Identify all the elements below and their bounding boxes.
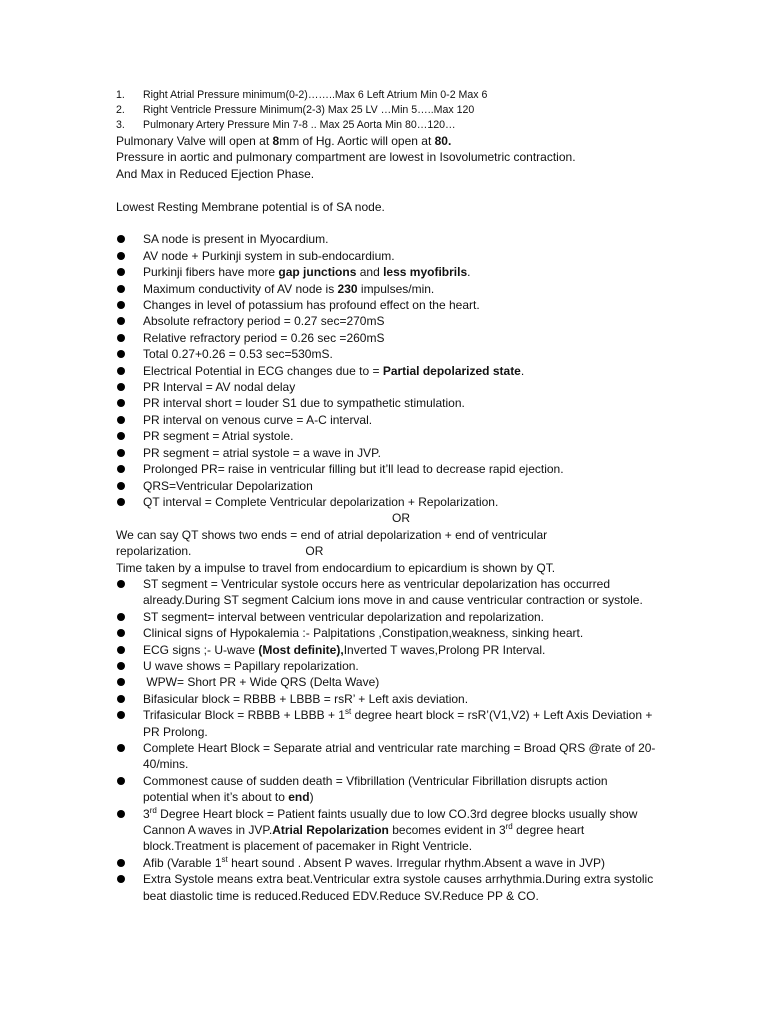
text-run: becomes evident in 3	[388, 823, 506, 838]
list-item	[116, 773, 656, 806]
list-item	[116, 363, 656, 379]
list-item	[116, 379, 656, 395]
list-item	[116, 478, 656, 494]
text-run: PR segment = atrial systole = a wave in JVP.	[143, 445, 381, 460]
bold-run: 8	[272, 134, 280, 148]
text-run: ECG signs ;- U-wave	[143, 642, 259, 657]
superscript: st	[344, 707, 352, 717]
text-run: Electrical Potential in ECG changes due to =	[143, 363, 383, 378]
text-run: Purkinji fibers have more	[143, 265, 279, 280]
bold-run: less myofibrils	[383, 265, 468, 280]
bullet-icon	[117, 875, 125, 883]
list-item	[116, 445, 656, 461]
list-item	[116, 625, 656, 641]
bullet-icon	[117, 711, 125, 719]
list-item	[116, 330, 656, 346]
text-run: impulses/min.	[357, 281, 435, 296]
bullet-icon	[117, 498, 125, 506]
list-item	[116, 691, 656, 707]
bullet-icon	[117, 268, 125, 276]
list-item	[116, 707, 656, 740]
bullet-icon	[117, 859, 125, 867]
bullet-icon	[117, 580, 125, 588]
text-run: Pulmonary Valve will open at	[116, 134, 273, 148]
rmp-paragraph: Lowest Resting Membrane potential is of SA node.	[116, 199, 385, 214]
list-item	[116, 313, 656, 329]
text-run: heart sound . Absent P waves. Irregular rhythm.Absent a wave in JVP)	[227, 855, 606, 870]
bullet-icon	[117, 432, 125, 440]
list-item	[116, 412, 656, 428]
text-run: mm of Hg. Aortic will open at	[279, 134, 435, 148]
list-item	[116, 494, 656, 510]
text-run: Clinical signs of Hypokalemia :- Palpitations ,Constipation,weakness, sinking heart.	[143, 626, 584, 641]
text-run: Relative refractory period = 0.26 sec =260mS	[143, 330, 385, 345]
list-item	[116, 248, 656, 264]
text-run: AV node + Purkinji system in sub-endocardium.	[143, 248, 395, 263]
bullet-icon	[117, 465, 125, 473]
list-item	[116, 346, 656, 362]
list-item	[116, 231, 656, 247]
text-run: degree heart block.Treatment is placement of pacemaker in Right Ventricle.	[143, 823, 585, 854]
text-run: Changes in level of potassium has profound effect on the heart.	[143, 298, 480, 313]
list-item	[116, 576, 656, 609]
text-run: Extra Systole means extra beat.Ventricular extra systole causes arrhythmia.During extra systolic beat diastolic time is reduced.Reduced EDV.Reduce SV.Reduce PP & CO.	[143, 872, 654, 903]
text-run: PR interval short = louder S1 due to sympathetic stimulation.	[143, 396, 465, 411]
bullet-icon	[117, 695, 125, 703]
bold-run: gap junctions	[278, 265, 357, 280]
text-run: QRS=Ventricular Depolarization	[143, 478, 313, 493]
bullet-icon	[117, 285, 125, 293]
text-run: Maximum conductivity of AV node is	[143, 281, 338, 296]
bold-run: end	[288, 790, 310, 805]
list-item	[116, 103, 656, 118]
list-item	[116, 674, 656, 690]
list-number: 1.	[116, 89, 125, 101]
bullet-icon	[117, 777, 125, 785]
list-item	[116, 855, 656, 871]
list-item	[116, 118, 656, 133]
list-item	[116, 428, 656, 444]
text-run: )	[309, 790, 314, 805]
bullet-icon	[117, 744, 125, 752]
text-run: QT interval = Complete Ventricular depolarization + Repolarization.	[143, 494, 499, 509]
text-run: Absolute refractory period = 0.27 sec=270mS	[143, 314, 385, 329]
list-item	[116, 609, 656, 625]
bullet-icon	[117, 646, 125, 654]
list-item	[116, 297, 656, 313]
or-separator: OR	[392, 511, 410, 526]
text-run: and	[356, 265, 384, 280]
list-item	[116, 88, 656, 103]
bullet-icon	[117, 482, 125, 490]
bullet-icon	[117, 399, 125, 407]
list-number: 3.	[116, 119, 125, 131]
aortic-pressure-paragraph: Pressure in aortic and pulmonary compartment are lowest in Isovolumetric contraction.	[116, 150, 576, 165]
bullet-icon	[117, 416, 125, 424]
pressure-list	[116, 88, 656, 133]
qt-paragraph-line2	[116, 543, 656, 559]
document-page	[116, 88, 656, 904]
list-text: Pulmonary Artery Pressure Min 7-8 .. Max 25 Aorta Min 80…120…	[143, 119, 456, 131]
text-run: ST segment = Ventricular systole occurs here as ventricular depolarization has occurred already.During ST segment Calcium ions move in and cause ventricular contraction or systole.	[143, 576, 643, 608]
text-run: Afib (Varable 1	[143, 855, 222, 870]
qt-paragraph-line1: We can say QT shows two ends = end of atrial depolarization + end of ventricular	[116, 527, 548, 542]
bullet-icon	[117, 334, 125, 342]
text-run: Prolonged PR= raise in ventricular filling but it’ll lead to decrease rapid ejection.	[143, 462, 564, 477]
max-pressure-paragraph: And Max in Reduced Ejection Phase.	[116, 166, 315, 181]
bullet-icon	[117, 662, 125, 670]
valve-opening-paragraph	[116, 133, 656, 149]
bold-run: Partial depolarized state	[382, 363, 521, 378]
or-separator: OR	[305, 544, 324, 559]
text-run: Commonest cause of sudden death = Vfibrillation (Ventricular Fibrillation disrupts action potential when it’s about to	[143, 773, 608, 805]
text-run: repolarization.	[116, 544, 192, 559]
bullet-icon	[117, 317, 125, 325]
superscript: rd	[149, 805, 157, 815]
bullet-icon	[117, 235, 125, 243]
bold-run: (Most definite),	[258, 642, 344, 657]
bullet-icon	[117, 629, 125, 637]
list-item	[116, 642, 656, 658]
spacer	[116, 215, 656, 231]
bullet-icon	[117, 350, 125, 358]
bullet-icon	[117, 810, 125, 818]
text-run: SA node is present in Myocardium.	[143, 232, 329, 247]
text-run: degree heart block = rsR’(V1,V2) + Left Axis Deviation + PR Prolong.	[143, 708, 653, 739]
list-item	[116, 395, 656, 411]
text-run: PR Interval = AV nodal delay	[143, 380, 296, 395]
text-run: Total 0.27+0.26 = 0.53 sec=530mS.	[143, 347, 333, 362]
list-item	[116, 264, 656, 280]
list-item	[116, 461, 656, 477]
bullet-icon	[117, 252, 125, 260]
list-item	[116, 281, 656, 297]
text-run: PR interval on venous curve = A-C interval.	[143, 412, 373, 427]
text-run: Degree Heart block = Patient faints usually due to low CO.3rd degree blocks usually show Cannon A waves in JVP.	[143, 806, 638, 838]
superscript: rd	[505, 822, 513, 832]
text-run: WPW= Short PR + Wide QRS (Delta Wave)	[143, 675, 380, 690]
list-item	[116, 658, 656, 674]
list-text: Right Ventricle Pressure Minimum(2-3) Max 25 LV …Min 5…..Max 120	[143, 104, 475, 116]
text-run: .	[520, 363, 525, 378]
text-run: Bifasicular block = RBBB + LBBB = rsR’ + Left axis deviation.	[143, 691, 469, 706]
bullet-icon	[117, 367, 125, 375]
list-number: 2.	[116, 104, 125, 116]
bullet-list-ecg	[116, 576, 656, 904]
bullet-icon	[117, 301, 125, 309]
list-item	[116, 871, 656, 904]
bullet-icon	[117, 449, 125, 457]
text-run: ST segment= interval between ventricular depolarization and repolarization.	[143, 609, 545, 624]
bold-run: Atrial Repolarization	[272, 823, 389, 838]
list-item	[116, 740, 656, 773]
text-run: Complete Heart Block = Separate atrial and ventricular rate marching = Broad QRS @rate of 20-40/mins.	[143, 741, 656, 772]
bullet-icon	[117, 613, 125, 621]
list-text: Right Atrial Pressure minimum(0-2)……..Max 6 Left Atrium Min 0-2 Max 6	[143, 89, 488, 101]
text-run: 3	[143, 806, 150, 821]
text-run: Trifasicular Block = RBBB + LBBB + 1	[143, 708, 345, 723]
bullet-icon	[117, 678, 125, 686]
text-run: .	[467, 265, 471, 280]
bold-run: 230	[337, 281, 358, 296]
text-run: U wave shows = Papillary repolarization.	[143, 658, 359, 673]
list-item	[116, 806, 656, 855]
bullet-icon	[117, 383, 125, 391]
bullet-list-conduction	[116, 231, 656, 510]
spacer	[116, 182, 656, 198]
text-run: PR segment = Atrial systole.	[143, 429, 294, 444]
superscript: st	[221, 854, 228, 864]
qt-paragraph-3: Time taken by a impulse to travel from endocardium to epicardium is shown by QT.	[116, 560, 556, 575]
bold-run: 80.	[434, 134, 452, 148]
text-run: Inverted T waves,Prolong PR Interval.	[343, 642, 546, 657]
